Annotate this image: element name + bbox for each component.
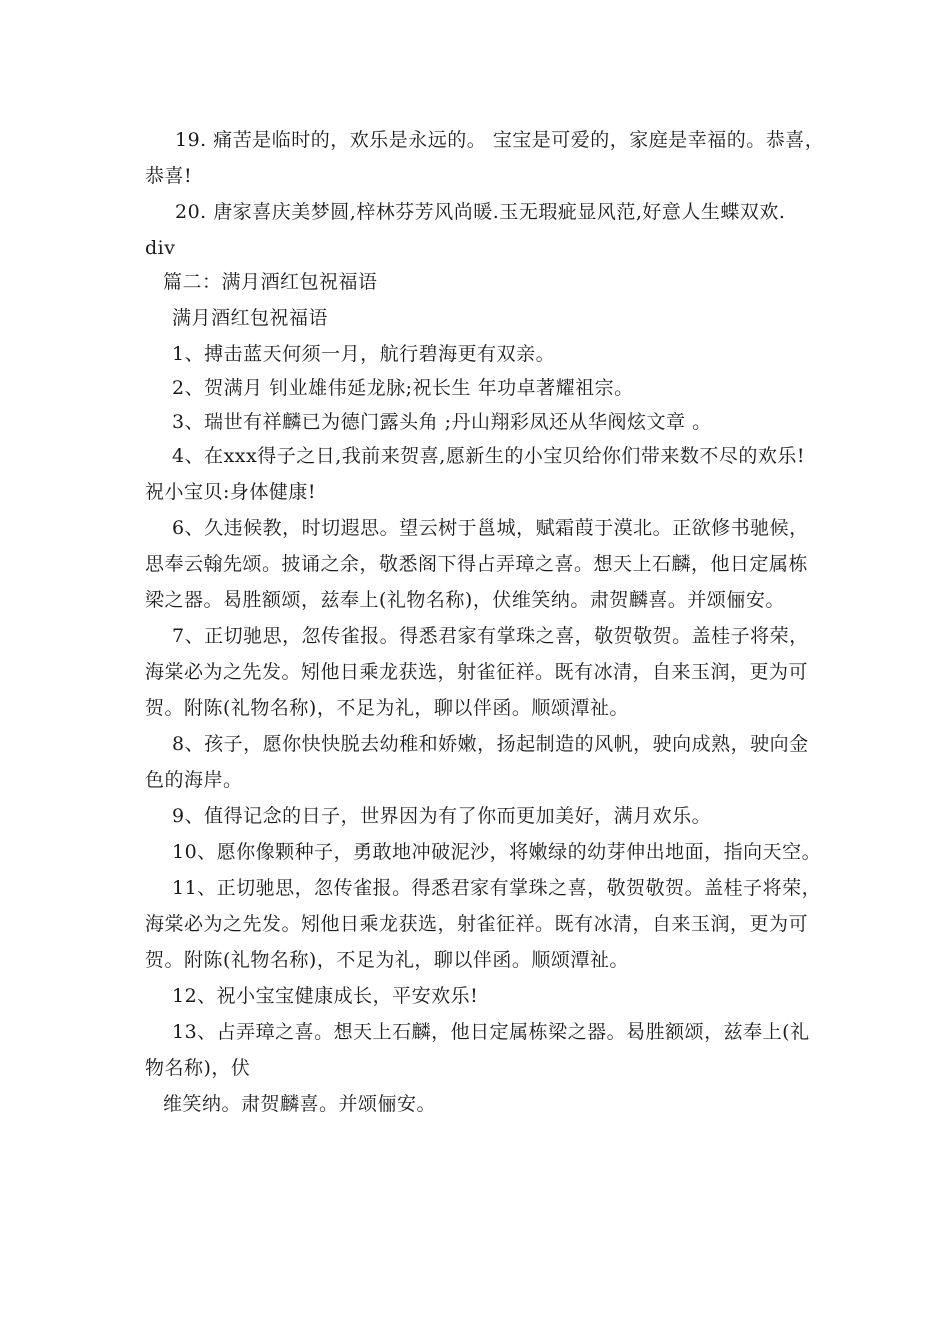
item-6-line-1: 6、久违候教，时切遐思。望云树于邕城，赋霜葭于漠北。正欲修书驰候， [172,517,809,539]
item-10: 10、愿你像颗种子，勇敢地冲破泥沙，将嫩绿的幼芽伸出地面，指向天空。 [172,841,822,863]
section-title: 满月酒红包祝福语 [172,307,329,329]
item-11-line-3: 贺。附陈(礼物名称)，不足为礼，聊以伴函。顺颂潭祉。 [145,949,629,971]
item-7-line-1: 7、正切驰思，忽传雀报。得悉君家有掌珠之喜，敬贺敬贺。盖桂子将荣， [172,625,809,647]
item-6-line-2: 思奉云翰先颂。披诵之余，敬悉阁下得占弄璋之喜。想天上石麟，他日定属栋 [145,553,809,575]
item-2: 2、贺满月 钊业雄伟延龙脉;祝长生 年功卓著耀祖宗。 [172,377,634,399]
item-7-line-3: 贺。附陈(礼物名称)，不足为礼，聊以伴函。顺颂潭祉。 [145,697,629,719]
item-1: 1、搏击蓝天何须一月，航行碧海更有双亲。 [172,343,556,365]
item-13-line-1: 13、占弄璋之喜。想天上石麟，他日定属栋梁之器。曷胜额颂，兹奉上(礼 [172,1021,810,1043]
item-8-line-2: 色的海岸。 [145,769,243,791]
item-13-line-2: 物名称)，伏 [145,1057,251,1079]
item-12: 12、祝小宝宝健康成长，平安欢乐! [172,985,479,1007]
div-marker: div [145,237,176,259]
item-9: 9、值得记念的日子，世界因为有了你而更加美好，满月欢乐。 [172,805,712,827]
item-11-line-1: 11、正切驰思，忽传雀报。得悉君家有掌珠之喜，敬贺敬贺。盖桂子将荣， [172,877,822,899]
paragraph-19-line-1: 19. 痛苦是临时的，欢乐是永远的。 宝宝是可爱的，家庭是幸福的。恭喜， [175,129,825,151]
item-3: 3、瑞世有祥麟已为德门露头角 ;丹山翔彩凤还从华阀炫文章 。 [172,411,712,433]
item-4-line-2: 祝小宝贝:身体健康! [145,481,317,503]
section-heading: 篇二：满月酒红包祝福语 [163,271,378,293]
paragraph-20: 20. 唐家喜庆美梦圆,梓林芬芳风尚暖.玉无瑕疵显风范,好意人生蝶双欢. [175,201,786,223]
item-13-line-3: 维笑纳。肃贺麟喜。并颂俪安。 [163,1093,437,1115]
item-11-line-2: 海棠必为之先发。矧他日乘龙获选，射雀征祥。既有冰清，自来玉润，更为可 [145,913,809,935]
item-8-line-1: 8、孩子，愿你快快脱去幼稚和娇嫩，扬起制造的风帆，驶向成熟，驶向金 [172,733,809,755]
paragraph-19-line-2: 恭喜! [145,165,193,187]
item-6-line-3: 梁之器。曷胜额颂，兹奉上(礼物名称)，伏维笑纳。肃贺麟喜。并颂俪安。 [145,589,785,611]
item-7-line-2: 海棠必为之先发。矧他日乘龙获选，射雀征祥。既有冰清，自来玉润，更为可 [145,661,809,683]
item-4-line-1: 4、在xxx得子之日,我前来贺喜,愿新生的小宝贝给你们带来数不尽的欢乐! [172,445,805,467]
